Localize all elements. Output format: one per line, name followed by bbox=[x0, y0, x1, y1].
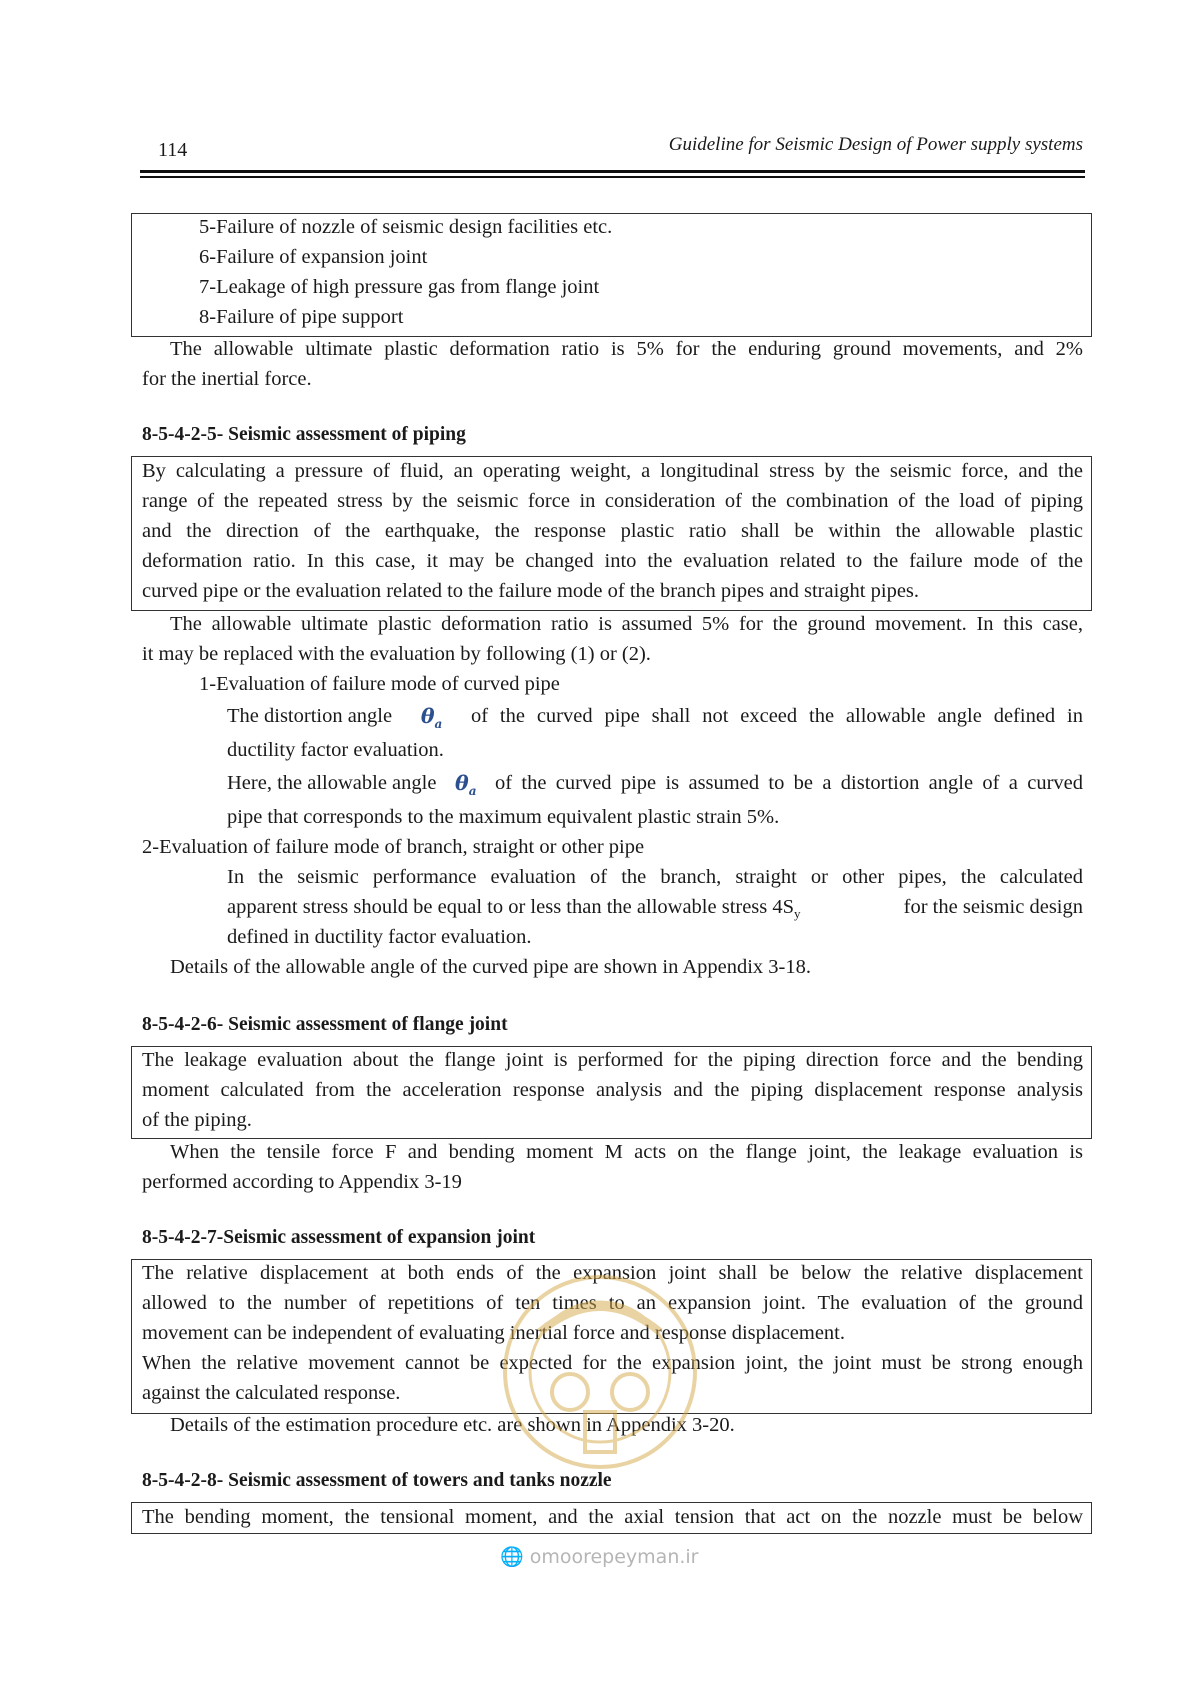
item-line: defined in ductility factor evaluation. bbox=[227, 926, 532, 948]
running-head: Guideline for Seismic Design of Power supply systems bbox=[668, 134, 1083, 155]
list-item: 5-Failure of nozzle of seismic design facilities etc. bbox=[199, 216, 613, 238]
item-title: 1-Evaluation of failure mode of curved pipe bbox=[199, 673, 560, 695]
paragraph-line: performed according to Appendix 3-19 bbox=[142, 1171, 462, 1193]
paragraph-line: it may be replaced with the evaluation by following (1) or (2). bbox=[142, 643, 651, 665]
page-number: 114 bbox=[158, 139, 188, 161]
box-line: of the piping. bbox=[142, 1109, 252, 1131]
box-line: and the direction of the earthquake, the response plastic ratio shall be within the allowable plastic bbox=[142, 520, 1083, 542]
header-rule-top bbox=[140, 170, 1085, 173]
item-text: The distortion angle bbox=[227, 705, 393, 727]
item-line bbox=[227, 768, 1083, 806]
list-item: 8-Failure of pipe support bbox=[199, 306, 404, 328]
box-line: curved pipe or the evaluation related to the failure mode of the branch pipes and straight pipes. bbox=[142, 580, 920, 602]
item-text: of the curved pipe is assumed to be a distortion angle of a curved bbox=[495, 772, 1083, 794]
paragraph-line: When the tensile force F and bending moment M acts on the flange joint, the leakage evaluation is bbox=[170, 1141, 1083, 1163]
paragraph-line: The allowable ultimate plastic deformation ratio is assumed 5% for the ground movement. In this case, bbox=[170, 613, 1083, 635]
paragraph-line: Details of the estimation procedure etc. are shown in Appendix 3-20. bbox=[170, 1414, 735, 1436]
list-item: 7-Leakage of high pressure gas from flange joint bbox=[199, 276, 600, 298]
watermark-logo-icon bbox=[490, 1262, 710, 1482]
box-line: against the calculated response. bbox=[142, 1382, 401, 1404]
paragraph-line: The allowable ultimate plastic deformation ratio is 5% for the enduring ground movements, and 2% bbox=[170, 338, 1083, 360]
watermark-url: 🌐 omoorepeyman.ir bbox=[500, 1546, 699, 1568]
section-heading-piping: 8-5-4-2-5- Seismic assessment of piping bbox=[142, 424, 466, 445]
item-line: In the seismic performance evaluation of the branch, straight or other pipes, the calculated bbox=[227, 866, 1083, 888]
box-line: range of the repeated stress by the seismic force in consideration of the combination of the load of piping bbox=[142, 490, 1083, 512]
box-line: When the relative movement cannot be expected for the expansion joint, the joint must be strong enough bbox=[142, 1352, 1083, 1374]
item-line: ductility factor evaluation. bbox=[227, 739, 444, 761]
header-rule-bottom bbox=[140, 176, 1085, 178]
item-line: pipe that corresponds to the maximum equivalent plastic strain 5%. bbox=[227, 806, 780, 828]
paragraph-line: for the inertial force. bbox=[142, 368, 312, 390]
box-line: allowed to the number of repetitions of ten times to an expansion joint. The evaluation of the ground bbox=[142, 1292, 1083, 1314]
box-line: moment calculated from the acceleration response analysis and the piping displacement response analysis bbox=[142, 1079, 1083, 1101]
box-line: The bending moment, the tensional moment, and the axial tension that act on the nozzle must be below bbox=[142, 1506, 1083, 1528]
paragraph-line: Details of the allowable angle of the curved pipe are shown in Appendix 3-18. bbox=[170, 956, 812, 978]
list-item: 6-Failure of expansion joint bbox=[199, 246, 428, 268]
box-line: By calculating a pressure of fluid, an operating weight, a longitudinal stress by the seismic force, and the bbox=[142, 460, 1083, 482]
box-line: deformation ratio. In this case, it may be changed into the evaluation related to the failure mode of the bbox=[142, 550, 1083, 572]
item-text: apparent stress should be equal to or less than the allowable stress $4S_y$ bbox=[227, 896, 801, 922]
theta-symbol-icon: $\theta_a$ bbox=[420, 704, 443, 732]
item-text: for the seismic design bbox=[903, 896, 1083, 918]
box-line: movement can be independent of evaluating inertial force and response displacement. bbox=[142, 1322, 845, 1344]
item-text: Here, the allowable angle bbox=[227, 772, 437, 794]
item-text: of the curved pipe shall not exceed the allowable angle defined in bbox=[470, 705, 1083, 727]
item-line bbox=[227, 701, 1083, 739]
theta-symbol-icon: $\theta_a$ bbox=[455, 771, 477, 799]
box-line: The leakage evaluation about the flange joint is performed for the piping direction force and the bending bbox=[142, 1049, 1083, 1071]
section-heading-expansion: 8-5-4-2-7-Seismic assessment of expansion joint bbox=[142, 1227, 536, 1248]
box-line: The relative displacement at both ends of the expansion joint shall be below the relative displacement bbox=[142, 1262, 1083, 1284]
section-heading-flange: 8-5-4-2-6- Seismic assessment of flange joint bbox=[142, 1014, 508, 1035]
section-heading-nozzle: 8-5-4-2-8- Seismic assessment of towers and tanks nozzle bbox=[142, 1470, 612, 1491]
item-title: 2-Evaluation of failure mode of branch, straight or other pipe bbox=[142, 836, 645, 858]
